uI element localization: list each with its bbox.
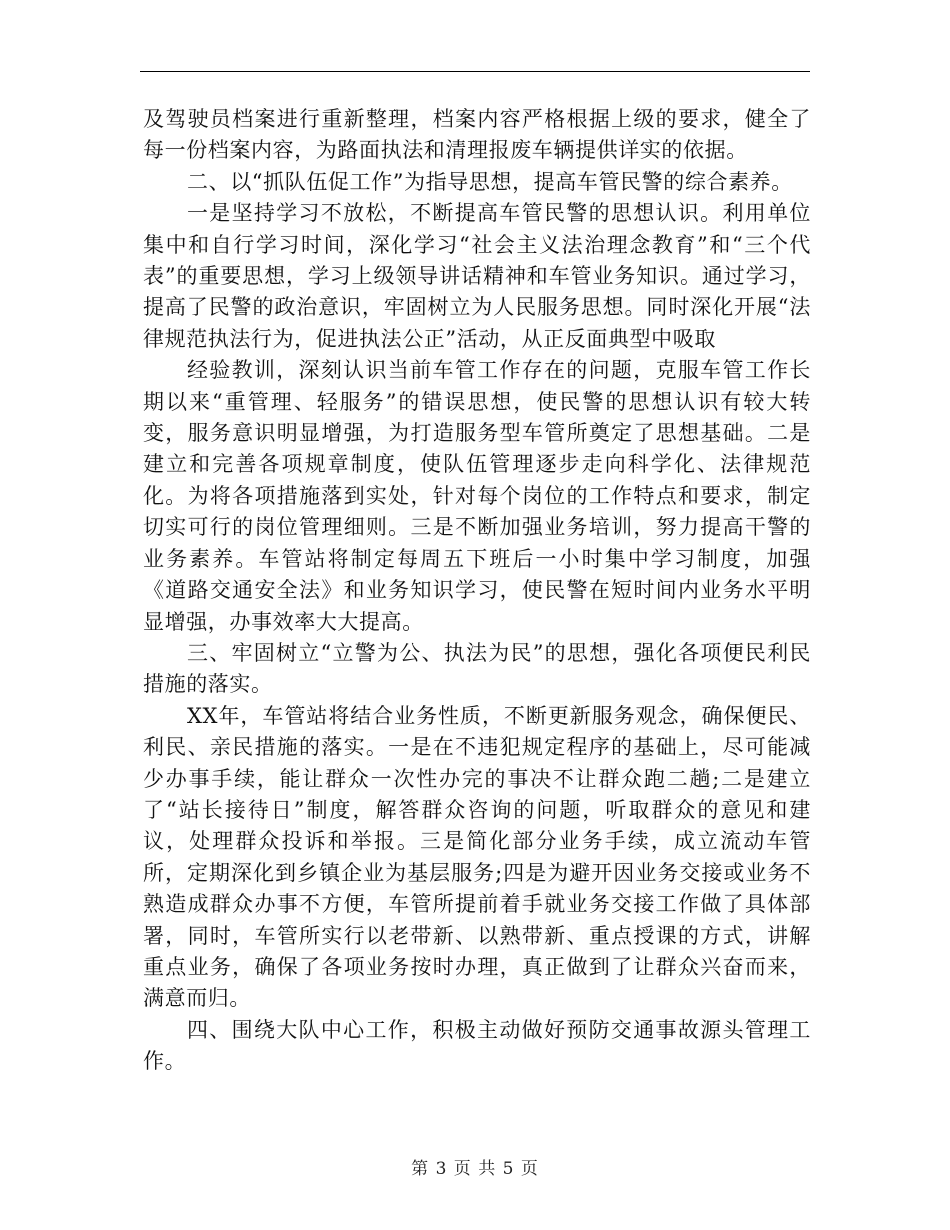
- paragraph-3: 一是坚持学习不放松，不断提高车管民警的思想认识。利用单位集中和自行学习时间，深化学习“社会主义法治理念教育”和“三个代表”的重要思想，学习上级领导讲话精神和车管业务知识。通过学习，提高了民警的政治意识，牢固树立为人民服务思想。同时深化开展“法律规范执法行为，促进执法公正”活动，从正反面典型中吸取: [143, 201, 811, 351]
- heading-section-4: 四、围绕大队中心工作，积极主动做好预防交通事故源头管理工作。: [143, 1017, 811, 1074]
- paragraph-1: 及驾驶员档案进行重新整理，档案内容严格根据上级的要求，健全了每一份档案内容，为路面执法和清理报废车辆提供详实的依据。: [143, 107, 811, 163]
- heading-section-2: 二、以“抓队伍促工作”为指导思想，提高车管民警的综合素养。: [187, 169, 793, 194]
- header-rule: [140, 71, 810, 72]
- page-footer: 第 3 页 共 5 页: [411, 1159, 539, 1179]
- paragraph-6: XX年，车管站将结合业务性质，不断更新服务观念，确保便民、利民、亲民措施的落实。一是在不违犯规定程序的基础上，尽可能减少办事手续，能让群众一次性办完的事决不让群众跑二趟;二是建立了“站长接待日”制度，解答群众咨询的问题，听取群众的意见和建议，处理群众投诉和举报。三是简化部分业务手续，成立流动车管所，定期深化到乡镇企业为基层服务;四是为避开因业务交接或业务不熟造成群众办事不方便，车管所提前着手就业务交接工作做了具体部署，同时，车管所实行以老带新、以熟带新、重点授课的方式，讲解重点业务，确保了各项业务按时办理，真正做到了让群众兴奋而来，满意而归。: [143, 703, 811, 1011]
- document-body: [143, 104, 811, 1078]
- paragraph-4: 经验教训，深刻认识当前车管工作存在的问题，克服车管工作长期以来“重管理、轻服务”的错误思想，使民警的思想认识有较大转变，服务意识明显增强，为打造服务型车管所奠定了思想基础。二是建立和完善各项规章制度，使队伍管理逐步走向科学化、法律规范化。为将各项措施落到实处，针对每个岗位的工作特点和要求，制定切实可行的岗位管理细则。三是不断加强业务培训，努力提高干警的业务素养。车管站将制定每周五下班后一小时集中学习制度，加强《道路交通安全法》和业务知识学习，使民警在短时间内业务水平明显增强，办事效率大大提高。: [143, 358, 811, 634]
- heading-section-3: 三、牢固树立“立警为公、执法为民”的思想，强化各项便民利民措施的落实。: [143, 640, 811, 697]
